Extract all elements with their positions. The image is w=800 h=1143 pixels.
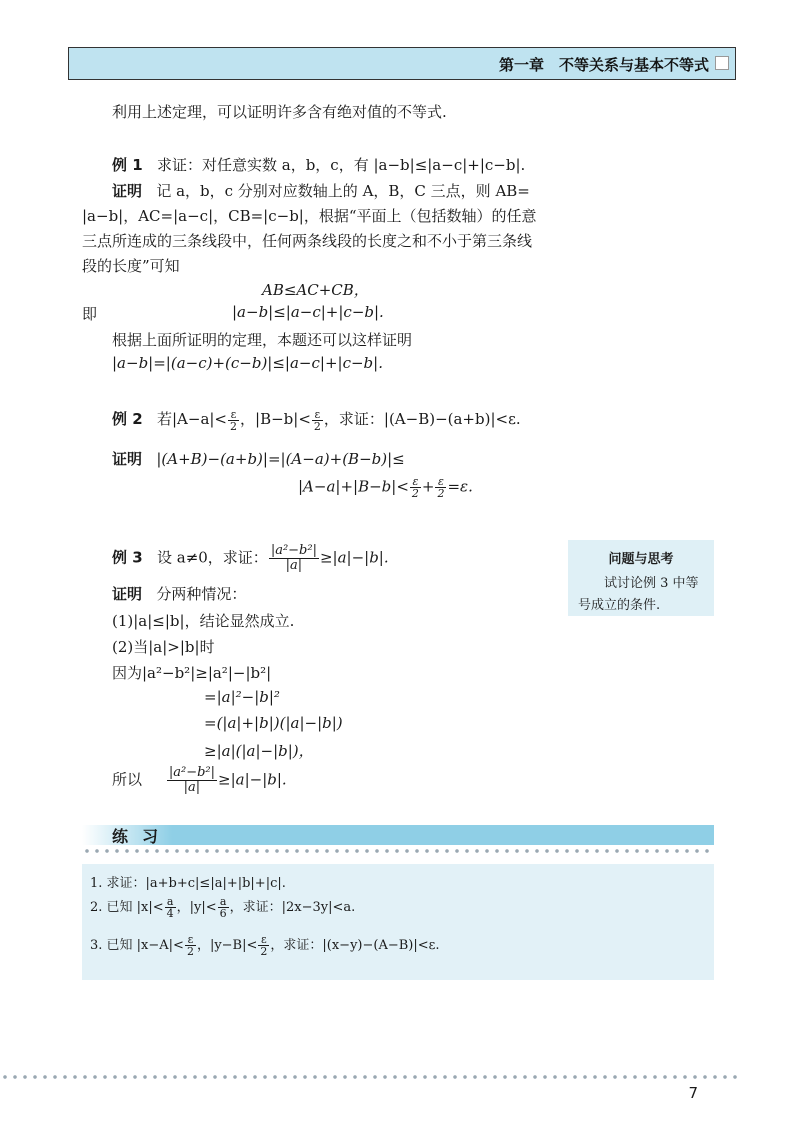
example-1-alt-proof-intro: 根据上面所证明的定理，本题还可以这样证明 xyxy=(112,331,413,349)
example-3-conclusion-suffix: ≥|a|−|b|. xyxy=(218,770,287,789)
example-2-proof-line-1 xyxy=(112,448,405,469)
a-quarter-fraction: $\frac{a}{4}$ xyxy=(166,895,174,920)
intro-text: 利用上述定理，可以证明许多含有绝对值的不等式. xyxy=(112,103,447,121)
example-1-formula-1: AB≤AC+CB， xyxy=(262,281,369,299)
example-1-formula-2: |a−b|≤|a−c|+|c−b|. xyxy=(232,303,384,321)
example-1-label: 例 1 xyxy=(112,156,143,174)
exercise-title: 练习 xyxy=(112,827,173,846)
example-1-proof-text-1: 记 a，b，c 分别对应数轴上的 A，B，C 三点，则 AB= xyxy=(156,182,530,200)
example-1-formula-3: |a−b|=|(a−c)+(c−b)|≤|a−c|+|c−b|. xyxy=(112,354,383,372)
exercise-item-2: 2. 已知 |x|< $\frac{a}{4}$ ，|y|< $\frac{a}{6}$ ，求证：|2x−3y|<a. xyxy=(90,895,356,920)
example-3-conclusion-fraction: $\frac{\text{|a²−b²|}}{|a|}$ xyxy=(168,765,216,795)
example-3-statement-line xyxy=(112,544,389,573)
exercise-header-bar xyxy=(82,825,714,845)
header-square-marker xyxy=(715,56,729,70)
example-3-proof-intro: 分两种情况： xyxy=(156,585,247,603)
example-3-proof-intro-line xyxy=(112,583,246,604)
a-sixth-fraction: $\frac{a}{6}$ xyxy=(219,895,227,920)
exercise-item-1: 1. 求证：|a+b+c|≤|a|+|b|+|c|. xyxy=(90,876,286,891)
example-3-conclusion-prefix: 所以 xyxy=(112,770,143,789)
example-1-proof-line-1 xyxy=(112,180,530,201)
epsilon-half-fraction: $\frac{\varepsilon}{2}$ xyxy=(437,475,445,500)
example-1-proof-label: 证明 xyxy=(112,182,143,200)
dotted-divider xyxy=(82,848,714,854)
epsilon-half-fraction: $\frac{\varepsilon}{2}$ xyxy=(411,475,419,500)
page-number: 7 xyxy=(688,1084,698,1102)
footer-dotted-line xyxy=(0,1074,740,1080)
example-1-proof-line-2: |a−b|，AC=|a−c|，CB=|c−b|，根据“平面上（包括数轴）的任意 xyxy=(82,207,537,225)
epsilon-half-fraction: $\frac{\varepsilon}{2}$ xyxy=(313,407,321,433)
example-3-statement-part-2: ≥|a|−|b|. xyxy=(319,548,389,567)
example-2-proof-line-2: |A−a|+|B−b|< $\frac{\varepsilon}{2}$ + $\frac{\varepsilon}{2}$ =ε. xyxy=(298,475,473,500)
example-3-statement-part-1: 设 a≠0，求证： xyxy=(156,548,268,567)
think-box-title: 问题与思考 xyxy=(608,552,674,567)
example-3-step-1: 因为|a²−b²|≥|a²|−|b²| xyxy=(112,664,272,682)
example-2-statement-part-3: ，求证：|(A−B)−(a+b)|<ε. xyxy=(323,410,521,428)
example-1-statement: 求证：对任意实数 a，b，c，有 |a−b|≤|a−c|+|c−b|. xyxy=(156,156,526,174)
example-2-label: 例 2 xyxy=(112,410,143,428)
question-and-thinking-box xyxy=(568,540,714,616)
example-3-fraction: $\frac{\text{|a²−b²|}}{|a|}$ xyxy=(270,543,317,573)
example-2-statement-part-2: ，|B−b|< xyxy=(240,410,311,428)
exercise-box xyxy=(82,864,714,980)
example-1-statement-line xyxy=(112,154,525,175)
chapter-header-bar xyxy=(68,47,736,80)
example-3-proof-label: 证明 xyxy=(112,585,143,603)
example-2-proof-label: 证明 xyxy=(112,450,143,468)
example-2-proof-formula-1: |(A+B)−(a+b)|=|(A−a)+(B−b)|≤ xyxy=(156,450,405,468)
chapter-title: 第一章 不等关系与基本不等式 xyxy=(498,56,709,74)
example-3-step-2: =|a|²−|b|² xyxy=(204,688,280,706)
think-box-line-1: 试讨论例 3 中等 xyxy=(604,576,699,591)
epsilon-half-fraction: $\frac{\varepsilon}{2}$ xyxy=(260,933,268,958)
epsilon-half-fraction: $\frac{\varepsilon}{2}$ xyxy=(186,933,194,958)
example-3-conclusion xyxy=(112,766,287,795)
example-3-step-3: =(|a|+|b|)(|a|−|b|) xyxy=(204,714,343,732)
example-2-statement-line xyxy=(112,408,521,432)
example-1-proof-line-3: 三点所连成的三条线段中，任何两条线段的长度之和不小于第三条线 xyxy=(82,232,533,250)
example-3-case-1: (1)|a|≤|b|，结论显然成立. xyxy=(112,612,295,630)
example-3-case-2: (2)当|a|>|b|时 xyxy=(112,638,215,656)
example-1-ji: 即 xyxy=(82,305,98,323)
example-3-label: 例 3 xyxy=(112,548,143,567)
example-3-step-4: ≥|a|(|a|−|b|)， xyxy=(204,742,314,760)
example-2-statement-part-1: 若|A−a|< xyxy=(156,410,228,428)
exercise-item-3: 3. 已知 |x−A|< $\frac{\varepsilon}{2}$ ，|y−B|< $\frac{\varepsilon}{2}$ ，求证：|(x−y)−(A−B)|<ε. xyxy=(90,933,440,958)
epsilon-half-fraction: $\frac{\varepsilon}{2}$ xyxy=(230,407,238,433)
think-box-line-2: 号成立的条件. xyxy=(578,598,661,613)
example-1-proof-line-4: 段的长度”可知 xyxy=(82,257,180,275)
